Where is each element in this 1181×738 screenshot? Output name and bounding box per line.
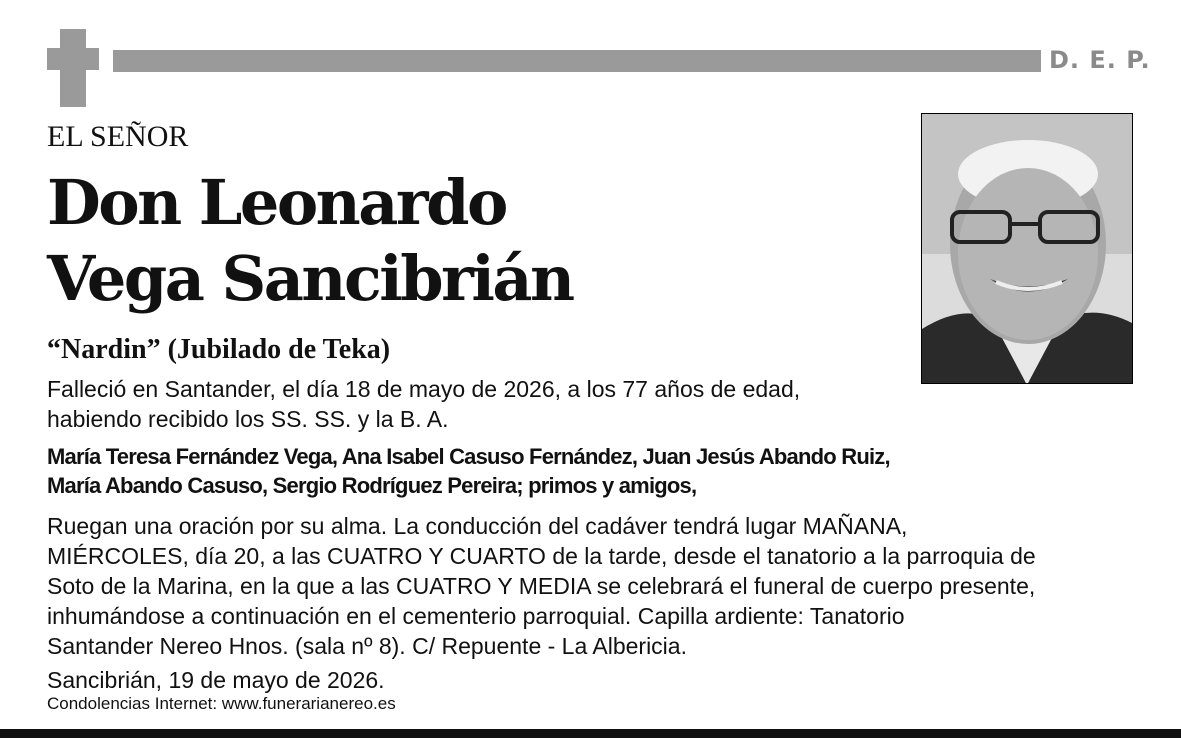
ceremony-line: Soto de la Marina, en la que a las CUATRO Y MEDIA se celebrará el funeral de cuerpo presente, (47, 573, 1036, 599)
bottom-rule (0, 729, 1181, 738)
deceased-name-line2: Vega Sancibrián (47, 242, 573, 315)
deceased-name-line1: Don Leonardo (47, 166, 506, 239)
family-line: María Abando Casuso, Sergio Rodríguez Pereira; primos y amigos, (47, 473, 697, 498)
ceremony-line: Ruegan una oración por su alma. La conducción del cadáver tendrá lugar MAÑANA, (47, 513, 908, 539)
ceremony-line: inhumándose a continuación en el cementerio parroquial. Capilla ardiente: Tanatorio (47, 603, 905, 629)
title-prefix: EL SEÑOR (47, 120, 189, 153)
dep-label: D. E. P. (1049, 46, 1151, 74)
ceremony-line: Santander Nereo Hnos. (sala nº 8). C/ Repuente - La Albericia. (47, 633, 687, 659)
ceremony-line: MIÉRCOLES, día 20, a las CUATRO Y CUARTO de la tarde, desde el tanatorio a la parroquia de (47, 543, 1036, 569)
portrait-photo (921, 113, 1133, 384)
ceremony-details (47, 511, 1036, 661)
family-list (47, 442, 890, 500)
nickname: “Nardin” (Jubilado de Teka) (47, 334, 391, 365)
cross-icon-bar (47, 48, 99, 70)
family-line: María Teresa Fernández Vega, Ana Isabel Casuso Fernández, Juan Jesús Abando Ruiz, (47, 444, 890, 469)
condolences-website: Condolencias Internet: www.funerarianereo.es (47, 694, 396, 713)
death-notice (47, 374, 800, 434)
death-notice-line: Falleció en Santander, el día 18 de mayo de 2026, a los 77 años de edad, (47, 376, 801, 402)
death-notice-line: habiendo recibido los SS. SS. y la B. A. (47, 406, 449, 432)
top-rule (113, 50, 1041, 72)
date-place: Sancibrián, 19 de mayo de 2026. (47, 667, 385, 693)
